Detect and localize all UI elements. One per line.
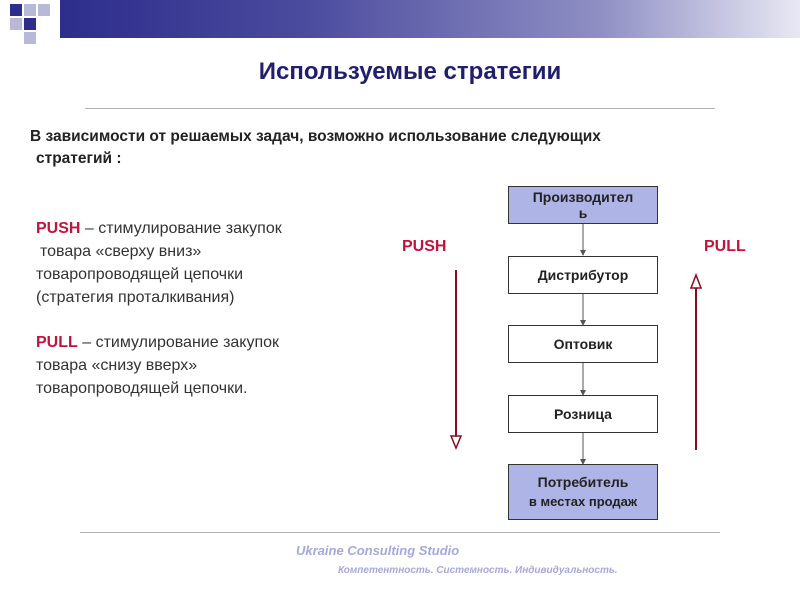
push-definition-text: – стимулирование закупок xyxy=(80,220,282,237)
slide-title: Используемые стратегии xyxy=(258,58,562,85)
pull-arrowhead xyxy=(691,275,701,288)
push-label: PUSH xyxy=(402,238,447,255)
intro-line-1: В зависимости от решаемых задач, возможно использование следующих xyxy=(30,128,601,145)
node-producer xyxy=(508,186,658,224)
node-label: Потребитель xyxy=(537,474,629,490)
push-arrowhead xyxy=(451,436,461,448)
pull-definition-line: товара «снизу вверх» xyxy=(36,357,198,374)
node-label: Производител xyxy=(532,189,634,205)
node-wholesaler xyxy=(508,325,658,363)
footer-studio: Ukraine Consulting Studio xyxy=(296,543,460,558)
footer-motto: Компетентность. Системность. Индивидуальность. xyxy=(338,565,618,576)
node-label: ь xyxy=(578,205,588,221)
pull-definition-line: товаропроводящей цепочки. xyxy=(36,380,248,397)
pull-definition-text: – стимулирование закупок xyxy=(77,334,280,351)
intro-line-2: стратегий : xyxy=(36,150,122,167)
node-label: Дистрибутор xyxy=(537,267,629,283)
node-distributor xyxy=(508,256,658,294)
node-label: Розница xyxy=(554,406,612,422)
push-keyword: PUSH xyxy=(36,220,81,237)
node-retail xyxy=(508,395,658,433)
node-label: в местах продаж xyxy=(528,494,638,509)
push-definition-line: товара «сверху вниз» xyxy=(40,243,202,260)
footer-divider xyxy=(80,532,720,533)
node-consumer xyxy=(508,464,658,520)
push-definition-line: товаропроводящей цепочки xyxy=(36,266,244,283)
push-definition-line: (стратегия проталкивания) xyxy=(36,289,235,306)
pull-keyword: PULL xyxy=(36,334,78,351)
node-label: Оптовик xyxy=(553,336,613,352)
pull-label: PULL xyxy=(704,238,746,255)
